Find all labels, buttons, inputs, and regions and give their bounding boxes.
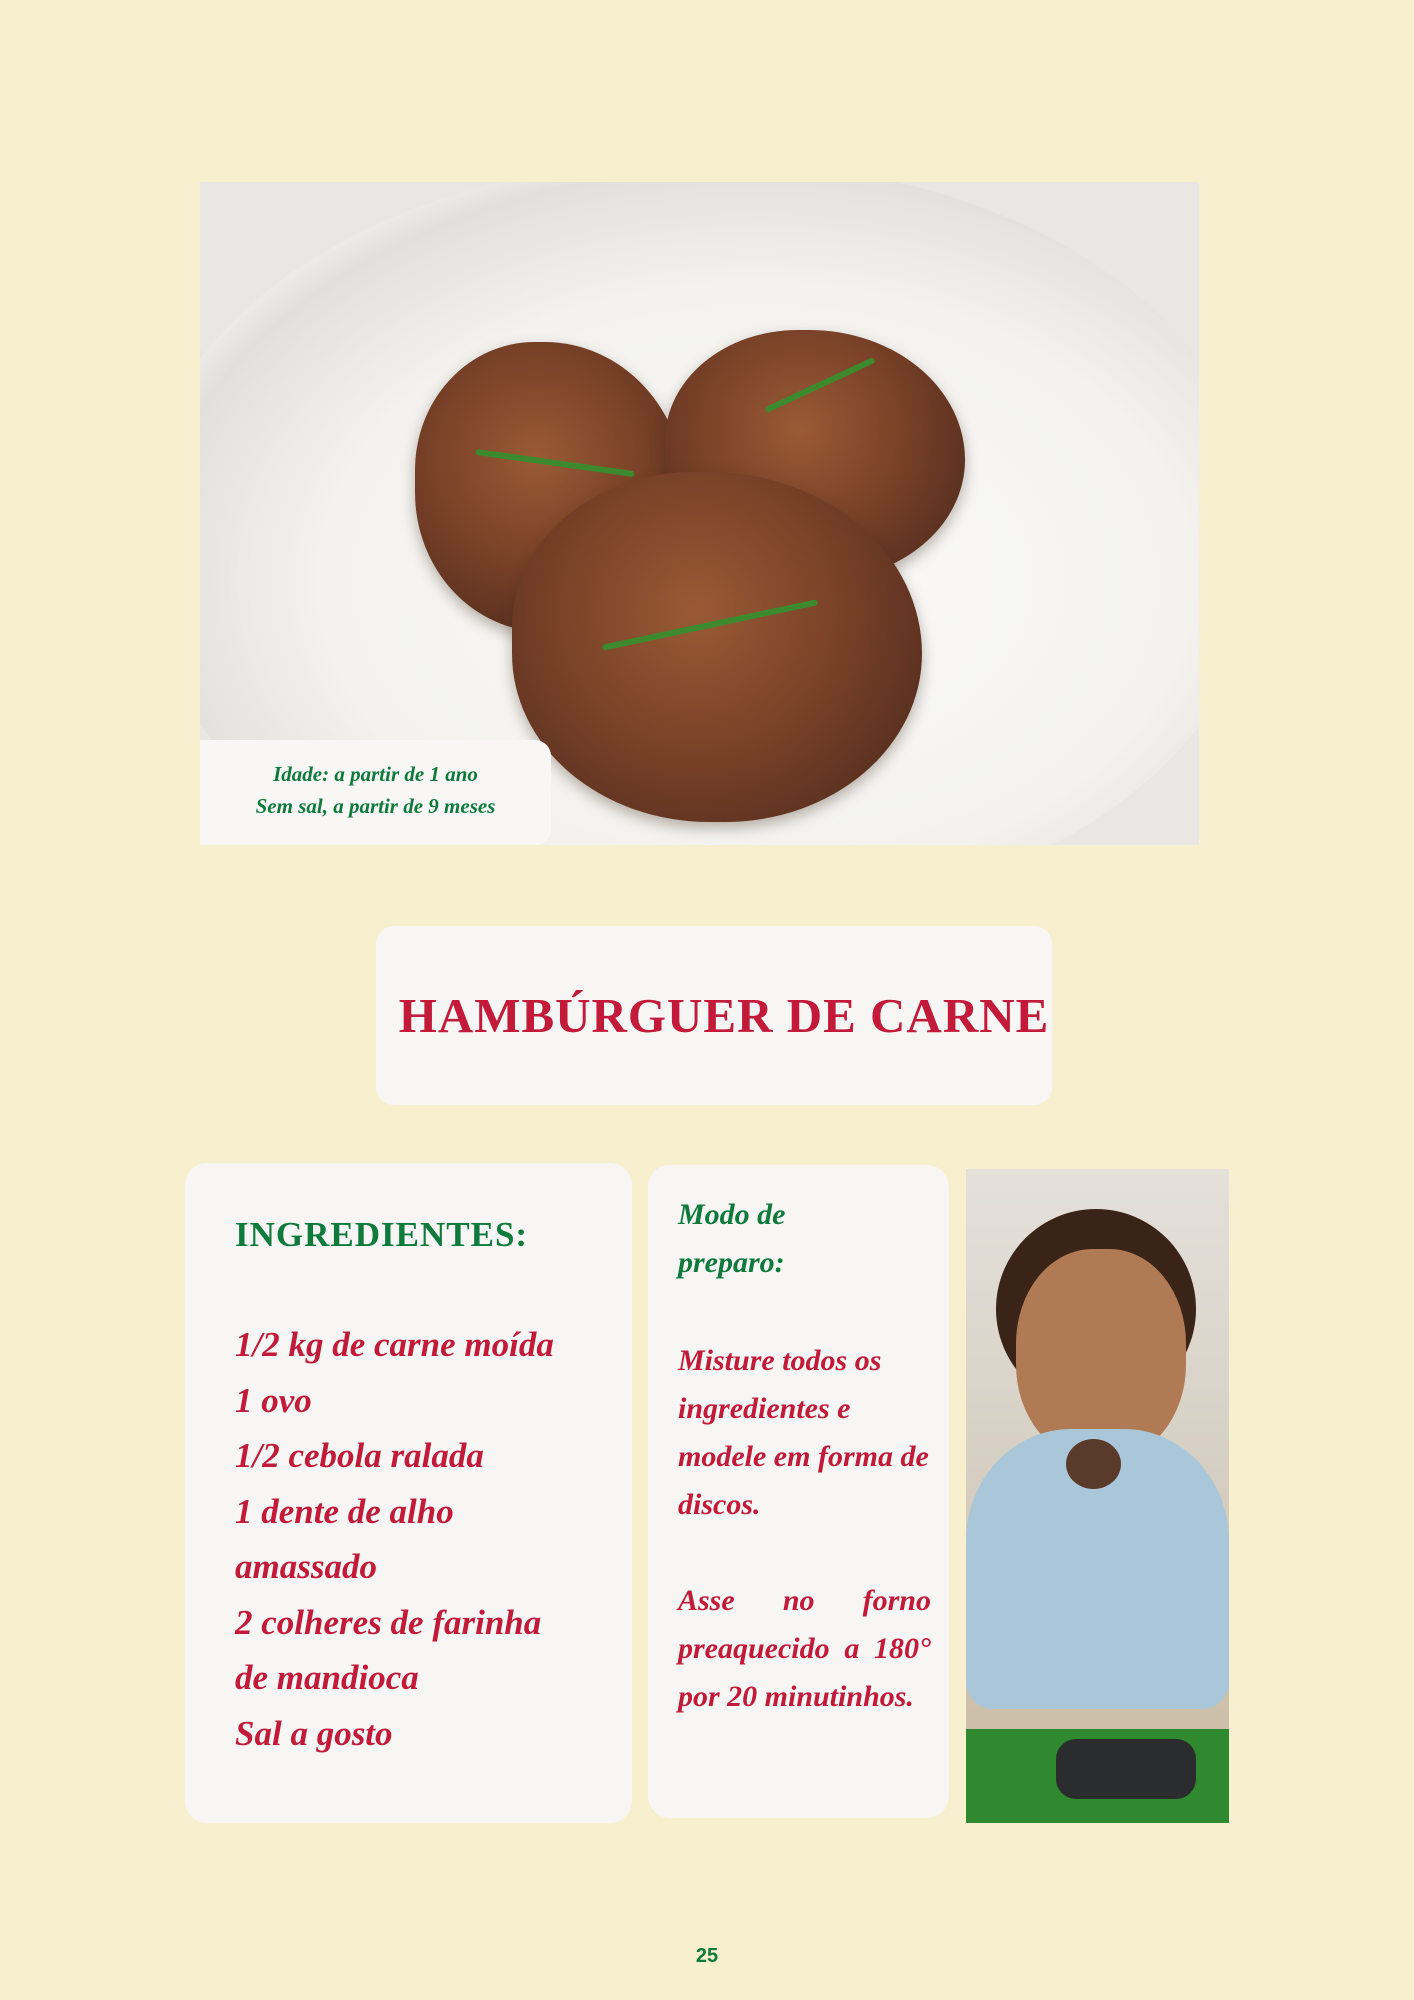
- ingredient-item: 1/2 kg de carne moída: [235, 1325, 554, 1364]
- burger-piece: [1066, 1439, 1121, 1489]
- recipe-title: HAMBÚRGUER DE CARNE: [398, 988, 1050, 1043]
- age-caption: [200, 740, 551, 845]
- ingredient-item: 1/2 cebola ralada: [235, 1436, 484, 1475]
- page-number: 25: [695, 1945, 719, 1967]
- ingredients-card: [185, 1163, 632, 1823]
- ingredient-item: de mandioca: [235, 1658, 419, 1697]
- preparation-heading: Modo de preparo:: [678, 1198, 786, 1279]
- caption-age: Idade: a partir de 1 ano: [273, 762, 478, 786]
- ingredients-heading: INGREDIENTES:: [235, 1215, 529, 1254]
- ingredient-item: amassado: [235, 1547, 377, 1586]
- preparation-step-2: Asse no forno preaquecido a 180° por 20 minutinhos.: [678, 1584, 931, 1713]
- child-eating-photo: [966, 1169, 1229, 1823]
- preparation-card: [648, 1165, 949, 1818]
- face-shape: [1016, 1249, 1186, 1459]
- ingredients-list: [235, 1317, 632, 1761]
- title-card: [376, 926, 1052, 1105]
- ingredient-item: 1 ovo: [235, 1380, 312, 1420]
- ingredient-item: Sal a gosto: [235, 1713, 393, 1753]
- ingredient-item: 2 colheres de farinha: [235, 1602, 542, 1642]
- ingredient-item: 1 dente de alho: [235, 1491, 454, 1531]
- toy-car: [1056, 1739, 1196, 1799]
- preparation-step-1: Misture todos os ingredientes e modele em forma de discos.: [678, 1344, 929, 1521]
- caption-no-salt: Sem sal, a partir de 9 meses: [255, 794, 496, 818]
